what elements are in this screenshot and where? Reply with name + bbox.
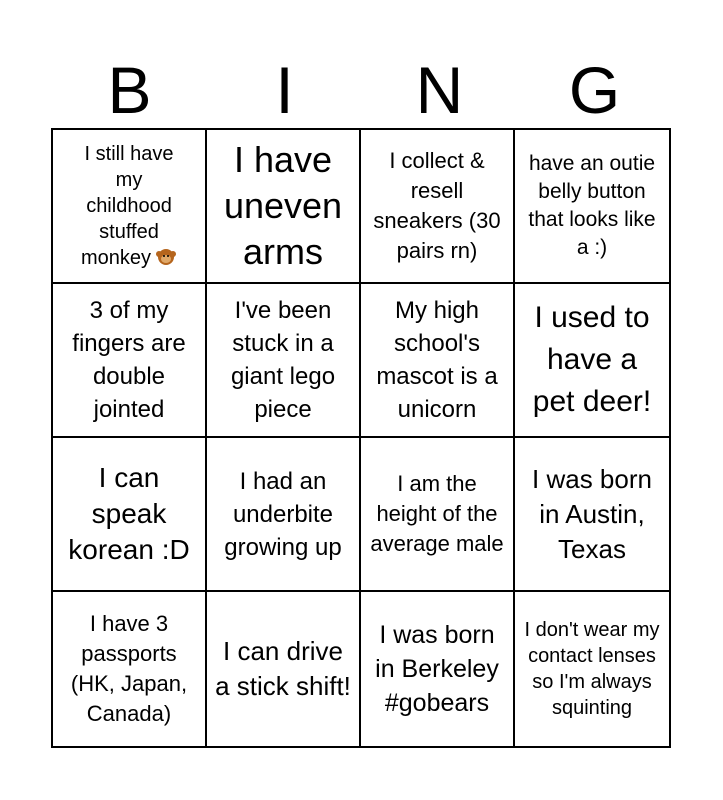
monkey-emoji-icon xyxy=(155,246,177,268)
cell-text: I was born in Berkeley #gobears xyxy=(375,621,499,717)
cell-text: I was born in Austin, Texas xyxy=(532,463,652,564)
cell-text: 3 of my fingers are double jointed xyxy=(72,297,186,423)
cell-text: I don't wear my contact lenses so I'm always squinting xyxy=(524,619,660,719)
bingo-cell-r3c4[interactable] xyxy=(515,438,669,592)
cell-text: I collect & resell sneakers (30 pairs rn) xyxy=(373,148,501,263)
cell-text: I am the height of the average male xyxy=(370,471,504,556)
bingo-cell-r1c3[interactable] xyxy=(361,130,515,284)
bingo-cell-r3c2[interactable] xyxy=(207,438,361,592)
bingo-header xyxy=(52,52,672,128)
cell-text: I used to have a pet deer! xyxy=(532,301,652,418)
cell-text: I've been stuck in a giant lego piece xyxy=(230,297,336,423)
bingo-cell-r3c1[interactable] xyxy=(53,438,207,592)
bingo-cell-r2c4[interactable] xyxy=(515,284,669,438)
bingo-cell-r4c3[interactable] xyxy=(361,592,515,746)
bingo-cell-r1c1[interactable] xyxy=(53,130,207,284)
bingo-cell-r2c2[interactable] xyxy=(207,284,361,438)
bingo-cell-r1c2[interactable] xyxy=(207,130,361,284)
cell-text: I can speak korean :D xyxy=(68,462,190,565)
cell-text: have an outie belly button that looks like a :) xyxy=(528,152,656,259)
header-letter-n: N xyxy=(415,53,464,127)
bingo-cell-r2c3[interactable] xyxy=(361,284,515,438)
header-letter-g: G xyxy=(568,53,621,127)
bingo-cell-r4c2[interactable] xyxy=(207,592,361,746)
bingo-cell-r1c4[interactable] xyxy=(515,130,669,284)
cell-text: I had an underbite growing up xyxy=(224,467,342,561)
bingo-cell-r2c1[interactable] xyxy=(53,284,207,438)
bingo-cell-r4c1[interactable] xyxy=(53,592,207,746)
header-letter-i: I xyxy=(275,53,294,127)
cell-text: I have 3 passports (HK, Japan, Canada) xyxy=(70,611,188,726)
cell-text: I still have my childhood stuffed monkey xyxy=(80,143,174,269)
cell-text: I can drive a stick shift! xyxy=(215,636,351,701)
bingo-cell-r3c3[interactable] xyxy=(361,438,515,592)
cell-text: My high school's mascot is a unicorn xyxy=(376,297,498,423)
cell-text: I have uneven arms xyxy=(223,139,343,272)
bingo-card xyxy=(51,128,671,748)
header-letter-b: B xyxy=(107,53,152,127)
bingo-cell-r4c4[interactable] xyxy=(515,592,669,746)
